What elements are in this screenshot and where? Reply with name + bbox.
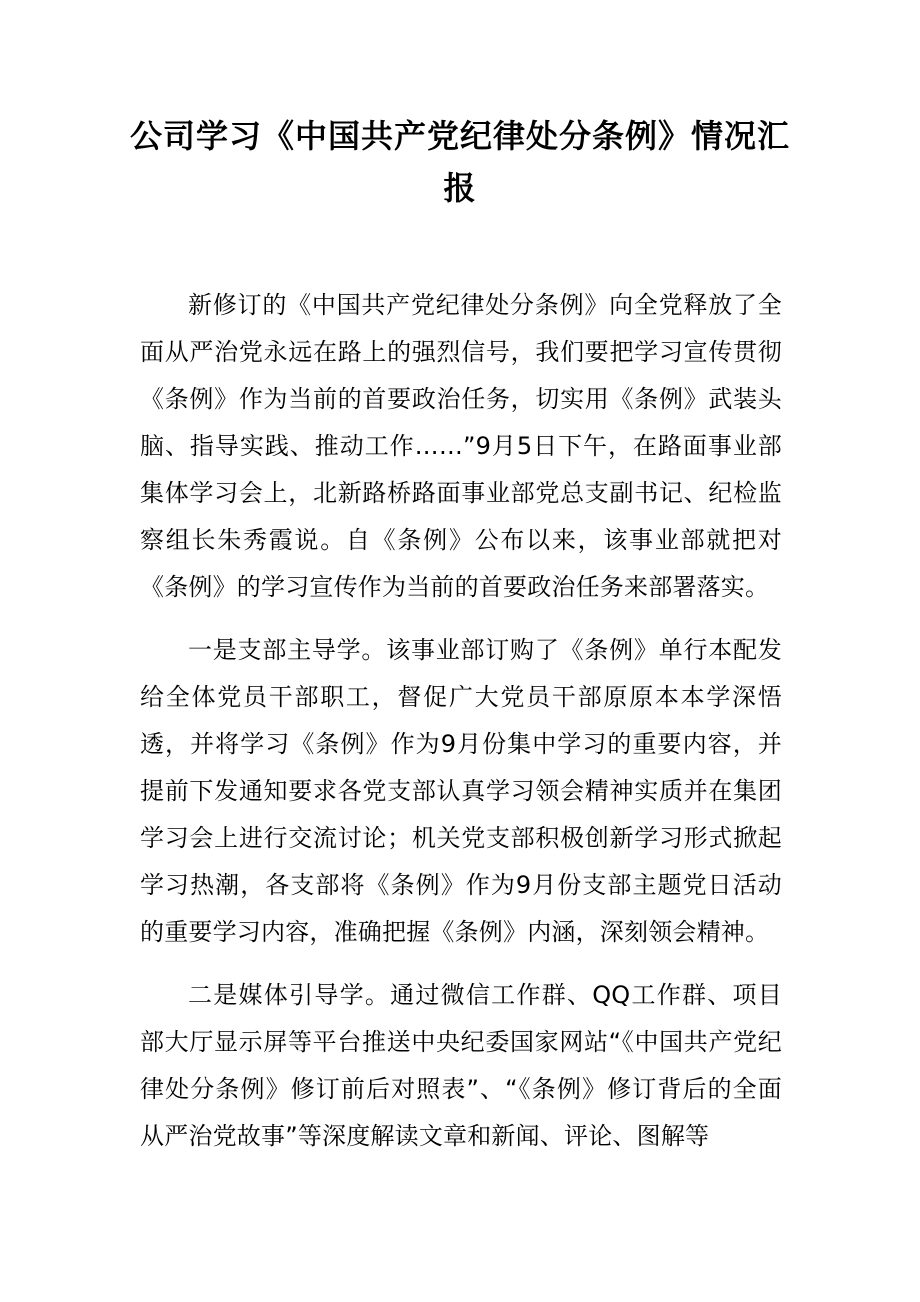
- document-body: [140, 282, 782, 1176]
- paragraph-intro: 新修订的《中国共产党纪律处分条例》向全党释放了全面从严治党永远在路上的强烈信号，我们要把学习宣传贯彻《条例》作为当前的首要政治任务，切实用《条例》武装头脑、指导实践、推动工作……”9月5日下午，在路面事业部集体学习会上，北新路桥路面事业部党总支副书记、纪检监察组长朱秀霞说。自《条例》公布以来，该事业部就把对《条例》的学习宣传作为当前的首要政治任务来部署落实。: [140, 291, 782, 601]
- document-title: 公司学习《中国共产党纪律处分条例》情况汇报: [130, 117, 791, 207]
- paragraph-branch-study: 一是支部主导学。该事业部订购了《条例》单行本配发给全体党员干部职工，督促广大党员干部原原本本学深悟透，并将学习《条例》作为9月份集中学习的重要内容，并提前下发通知要求各党支部认真学习领会精神实质并在集团学习会上进行交流讨论；机关党支部积极创新学习形式掀起学习热潮，各支部将《条例》作为9月份支部主题党日活动的重要学习内容，准确把握《条例》内涵，深刻领会精神。: [140, 636, 782, 946]
- paragraph-media-study: 二是媒体引导学。通过微信工作群、QQ工作群、项目部大厅显示屏等平台推送中央纪委国家网站“《中国共产党纪律处分条例》修订前后对照表”、“《条例》修订背后的全面从严治党故事”等深度解读文章和新闻、评论、图解等: [140, 981, 782, 1150]
